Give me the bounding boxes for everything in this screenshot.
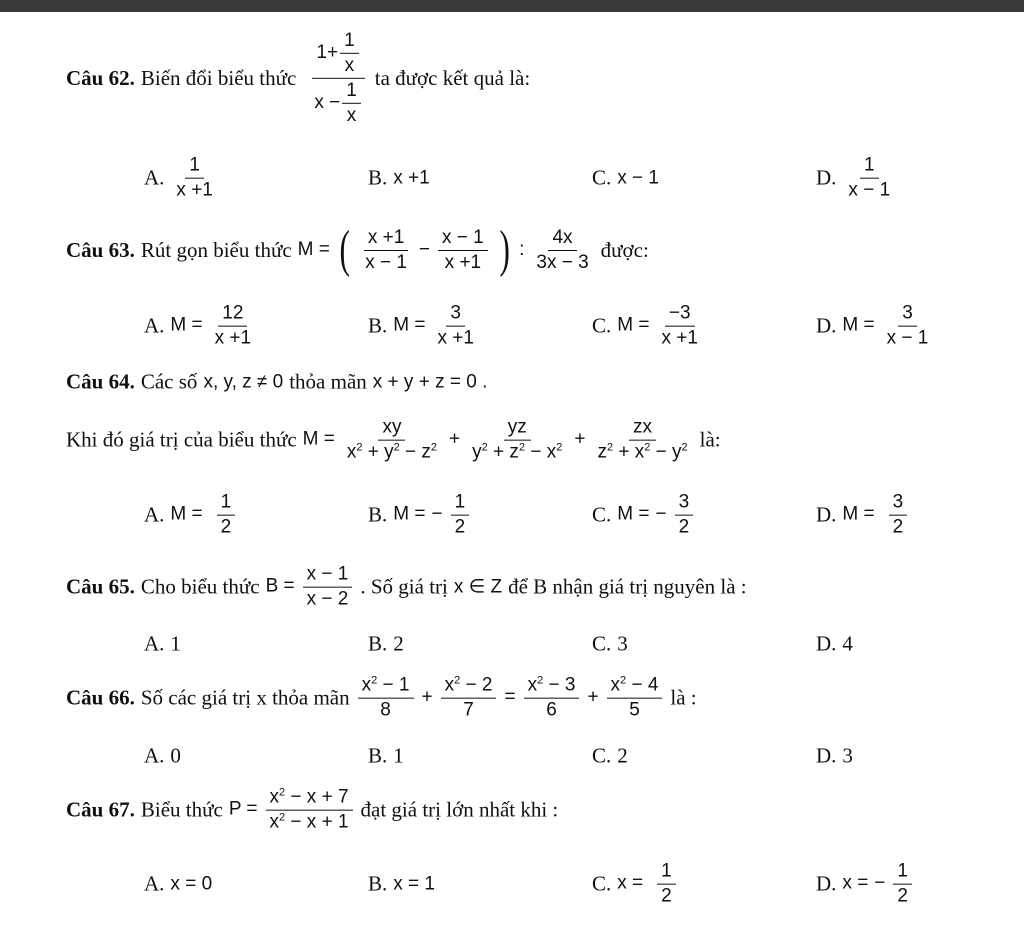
option-d: D. M = $\frac{3}{x - 1}$ xyxy=(816,302,929,349)
option-c: C. x = $\frac{1}{2}$ xyxy=(592,861,678,908)
question-label: Câu 66. xyxy=(66,685,135,710)
question-prompt: Biến đổi biểu thức xyxy=(140,65,297,90)
option-d: D. 3 xyxy=(816,743,853,768)
option-a: A. 1 xyxy=(144,631,181,656)
option-c: C. x − 1 xyxy=(592,165,659,190)
option-d: D. x = − $\frac{1}{2}$ xyxy=(816,861,914,908)
option-b: B. 2 xyxy=(368,631,404,656)
question-label: Câu 63. xyxy=(66,237,135,262)
option-c: C. 2 xyxy=(592,743,628,768)
option-c: C. M = $\frac{-3}{x +1}$ xyxy=(592,302,698,349)
option-c: C. M = − $\frac{3}{2}$ xyxy=(592,492,695,539)
option-a: A. $\frac{1}{x +1}$ xyxy=(144,154,213,201)
complex-fraction: 1+ $\frac{1}{x}$ x − $\frac{1}{x}$ xyxy=(310,30,366,126)
top-window-bar xyxy=(0,0,1024,12)
option-a: A. x = 0 xyxy=(144,871,213,896)
option-b: B. M = $\frac{3}{x +1}$ xyxy=(368,302,474,349)
question-label: Câu 62. xyxy=(66,65,135,90)
question-prompt-tail: ta được kết quả là: xyxy=(374,65,531,90)
question-label: Câu 64. xyxy=(66,369,135,394)
option-b: B. M = − $\frac{1}{2}$ xyxy=(368,492,471,539)
option-d: D. 4 xyxy=(816,631,853,656)
option-a: A. 0 xyxy=(144,743,181,768)
option-d: D. M = $\frac{3}{2}$ xyxy=(816,492,909,539)
option-b: B. x +1 xyxy=(368,165,430,190)
option-d: D. $\frac{1}{x - 1}$ xyxy=(816,154,891,201)
question-label: Câu 67. xyxy=(66,797,135,822)
option-b: B. 1 xyxy=(368,743,404,768)
option-a: A. M = $\frac{1}{2}$ xyxy=(144,492,237,539)
option-c: C. 3 xyxy=(592,631,628,656)
option-b: B. x = 1 xyxy=(368,871,435,896)
question-label: Câu 65. xyxy=(66,574,135,599)
question-prompt: Rút gọn biểu thức xyxy=(140,237,292,262)
option-a: A. M = $\frac{12}{x +1}$ xyxy=(144,302,252,349)
